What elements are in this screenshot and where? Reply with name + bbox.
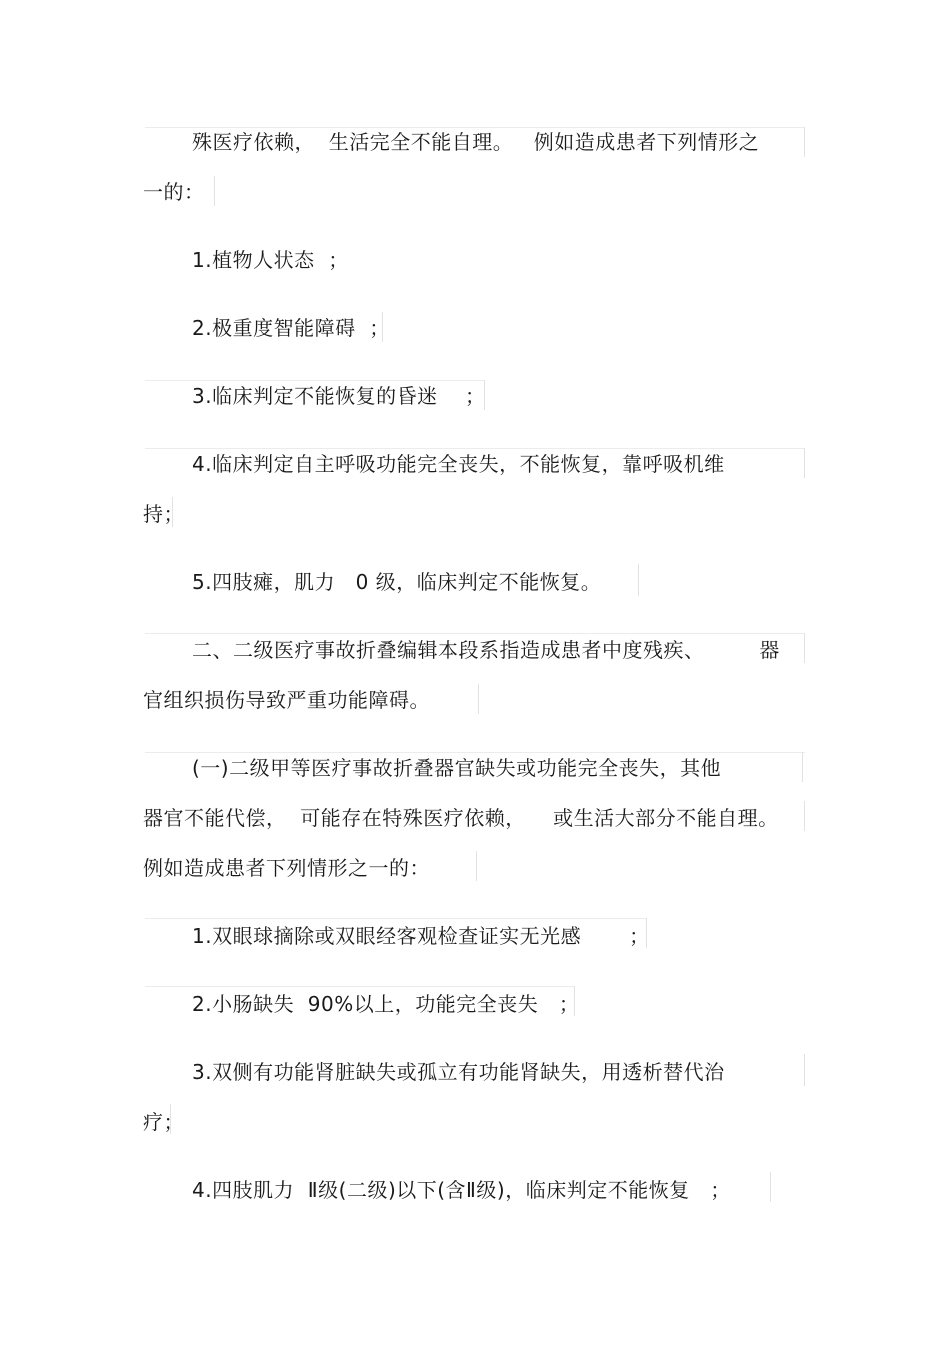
list-item: 4.临床判定自主呼吸功能完全丧失，不能恢复，靠呼吸机维 bbox=[192, 452, 725, 476]
scan-frame-line bbox=[145, 752, 805, 753]
scan-frame-line bbox=[476, 851, 477, 881]
list-item: 2.极重度智能障碍 ； bbox=[192, 316, 390, 340]
list-item: 3.临床判定不能恢复的昏迷 ； bbox=[192, 384, 486, 408]
list-item: 2.小肠缺失 90%以上，功能完全丧失 ； bbox=[192, 992, 580, 1016]
paragraph-line: 器官不能代偿， 可能存在特殊医疗依赖， 或生活大部分不能自理。 bbox=[143, 806, 779, 830]
paragraph-line: 殊医疗依赖， 生活完全不能自理。 例如造成患者下列情形之 bbox=[192, 130, 760, 154]
list-item: 1.植物人状态 ； bbox=[192, 248, 349, 272]
paragraph-line: (一)二级甲等医疗事故折叠器官缺失或功能完全丧失，其他 bbox=[192, 756, 722, 780]
paragraph-line: 一的： bbox=[143, 180, 205, 204]
list-item: 1.双眼球摘除或双眼经客观检查证实无光感 ； bbox=[192, 924, 650, 948]
scan-frame-line bbox=[145, 986, 575, 987]
scan-frame-line bbox=[145, 918, 647, 919]
scan-frame-line bbox=[804, 127, 805, 157]
scan-frame-line bbox=[804, 448, 805, 478]
section-heading: 二、二级医疗事故折叠编辑本段系指造成患者中度残疾、 器 bbox=[192, 638, 780, 662]
list-item-continuation: 持； bbox=[143, 502, 184, 526]
scan-frame-line bbox=[804, 633, 805, 663]
scan-frame-line bbox=[804, 801, 805, 831]
scan-frame-line bbox=[638, 564, 639, 596]
scan-frame-line bbox=[770, 1172, 771, 1202]
list-item: 4.四肢肌力 Ⅱ级(二级)以下(含Ⅱ级)，临床判定不能恢复 ； bbox=[192, 1178, 731, 1202]
section-heading-continuation: 官组织损伤导致严重功能障碍。 bbox=[143, 688, 430, 712]
scan-frame-line bbox=[145, 380, 485, 381]
scan-frame-line bbox=[145, 448, 805, 449]
scan-frame-line bbox=[478, 684, 479, 714]
paragraph-line: 例如造成患者下列情形之一的： bbox=[143, 856, 430, 880]
scan-frame-line bbox=[802, 752, 803, 782]
list-item: 5.四肢瘫，肌力 0 级，临床判定不能恢复。 bbox=[192, 570, 602, 594]
scan-frame-line bbox=[804, 1054, 805, 1086]
scan-frame-line bbox=[214, 176, 215, 206]
scan-frame-line bbox=[145, 633, 805, 634]
list-item-continuation: 疗； bbox=[143, 1110, 184, 1134]
list-item: 3.双侧有功能肾脏缺失或孤立有功能肾缺失，用透析替代治 bbox=[192, 1060, 725, 1084]
